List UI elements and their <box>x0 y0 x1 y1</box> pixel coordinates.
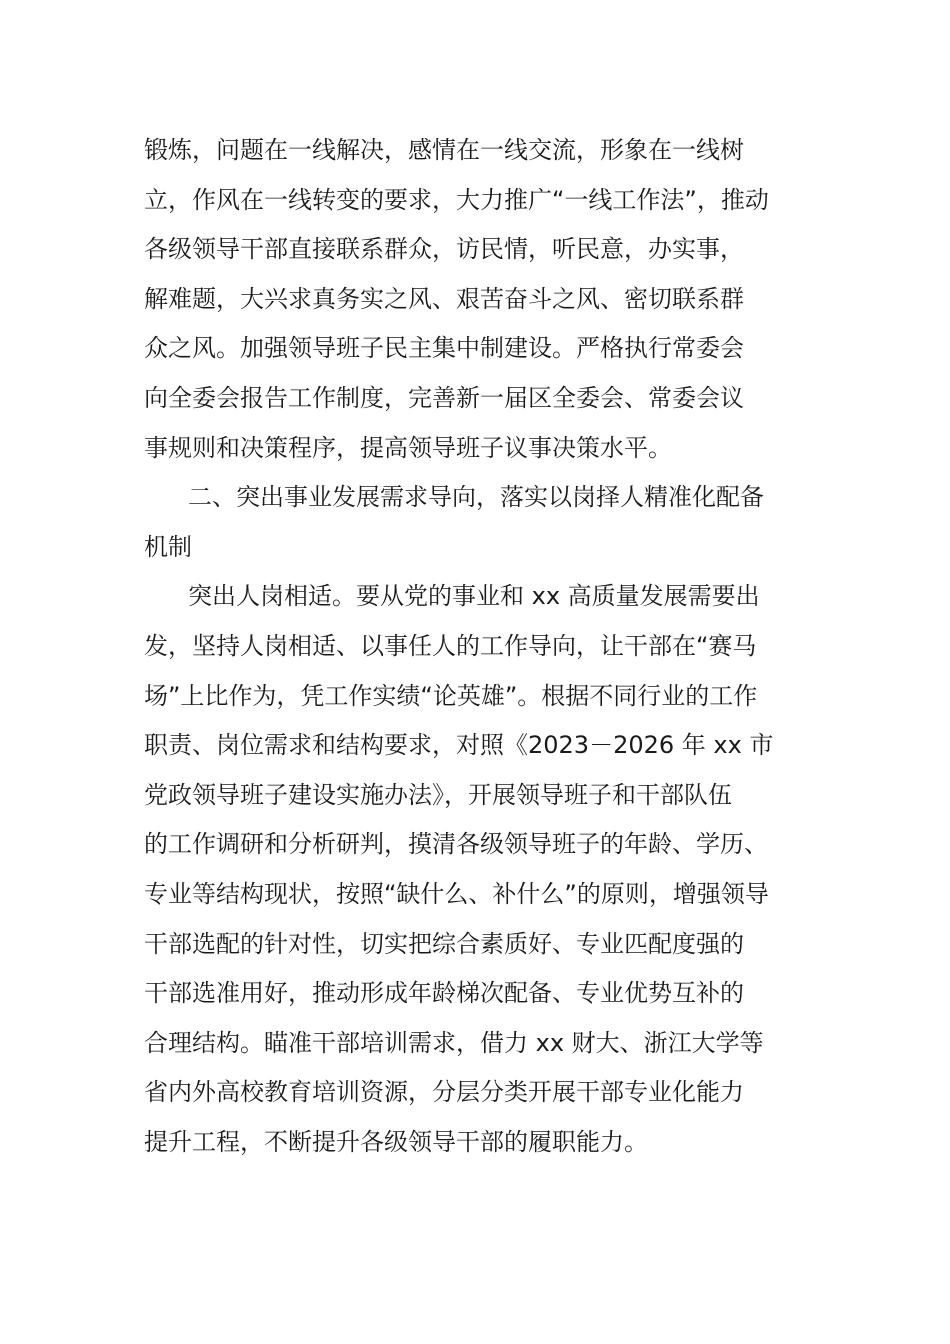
text-line: 立，作风在一线转变的要求，大力推广“一线工作法”，推动 <box>144 185 769 214</box>
text-line: 的工作调研和分析研判，摸清各级领导班子的年龄、学历、 <box>144 830 768 859</box>
text-line: 省内外高校教育培训资源，分层分类开展干部专业化能力 <box>144 1078 744 1107</box>
text-line: 职责、岗位需求和结构要求，对照《2023－2026 年 xx 市 <box>144 731 774 760</box>
text-line: 各级领导干部直接联系群众，访民情，听民意，办实事， <box>144 235 744 264</box>
heading-line: 二、突出事业发展需求导向，落实以岗择人精准化配备 <box>188 483 764 512</box>
paragraph-leadership-practice <box>144 126 806 473</box>
text-line: 事规则和决策程序，提高领导班子议事决策水平。 <box>144 433 672 462</box>
text-line: 锻炼，问题在一线解决，感情在一线交流，形象在一线树 <box>144 136 744 164</box>
heading-line: 机制 <box>144 532 192 561</box>
section-heading-2 <box>144 473 806 572</box>
text-line: 干部选准用好，推动形成年龄梯次配备、专业优势互补的 <box>144 979 744 1008</box>
text-line: 党政领导班子建设实施办法》，开展领导班子和干部队伍 <box>144 780 732 809</box>
text-line: 解难题，大兴求真务实之风、艰苦奋斗之风、密切联系群 <box>144 284 744 313</box>
text-line: 场”上比作为，凭工作实绩“论英雄”。根据不同行业的工作 <box>144 681 758 710</box>
text-line: 发，坚持人岗相适、以事任人的工作导向，让干部在“赛马 <box>144 631 757 660</box>
text-line: 突出人岗相适。要从党的事业和 xx 高质量发展需要出 <box>188 582 760 611</box>
text-line: 向全委会报告工作制度，完善新一届区全委会、常委会议 <box>144 383 744 412</box>
document-body <box>144 126 806 1167</box>
text-line: 干部选配的针对性，切实把综合素质好、专业匹配度强的 <box>144 929 744 958</box>
text-line: 众之风。加强领导班子民主集中制建设。严格执行常委会 <box>144 334 744 363</box>
text-line: 专业等结构现状，按照“缺什么、补什么”的原则，增强领导 <box>144 879 769 908</box>
text-line: 合理结构。瞄准干部培训需求，借力 xx 财大、浙江大学等 <box>144 1028 764 1057</box>
paragraph-job-matching <box>144 572 806 1167</box>
text-line: 提升工程，不断提升各级领导干部的履职能力。 <box>144 1127 648 1156</box>
